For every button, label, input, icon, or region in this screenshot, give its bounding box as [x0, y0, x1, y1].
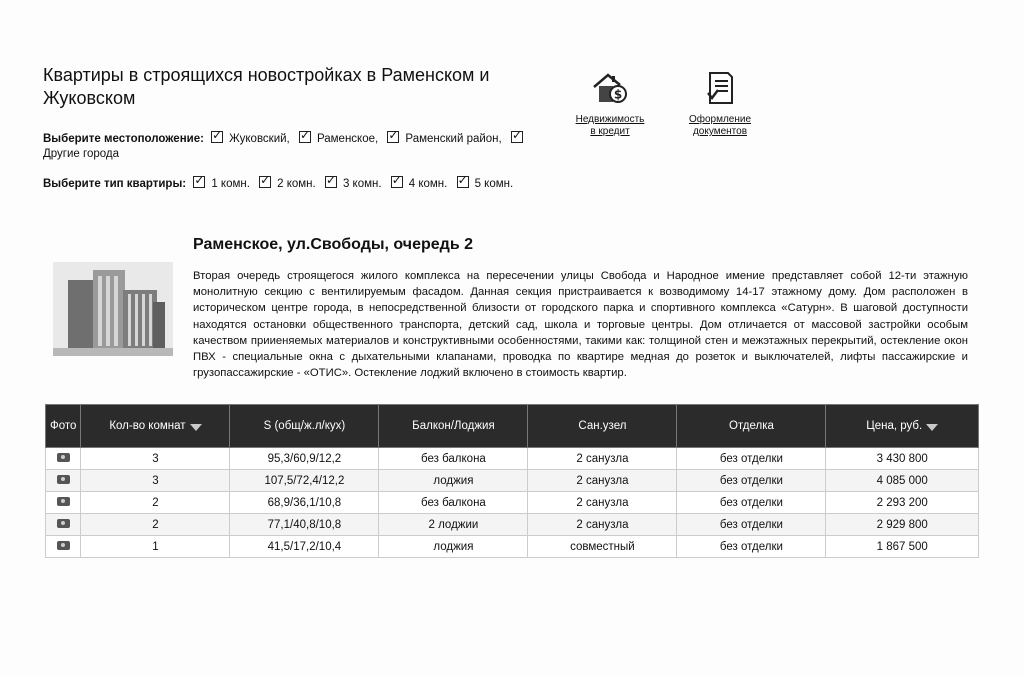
cell-area: 68,9/36,1/10,8	[230, 492, 379, 514]
cell-balcony: лоджия	[379, 536, 528, 558]
document-check-icon	[700, 70, 740, 106]
camera-icon[interactable]	[57, 453, 70, 462]
cell-finish: без отделки	[677, 514, 826, 536]
sort-arrow-icon[interactable]	[926, 424, 938, 431]
column-price[interactable]: Цена, руб.	[826, 405, 979, 448]
camera-icon[interactable]	[57, 541, 70, 550]
cell-rooms: 3	[81, 448, 230, 470]
apartments-table	[45, 404, 979, 558]
table-header-row	[46, 405, 979, 448]
column-photo: Фото	[46, 405, 81, 448]
cell-rooms: 2	[81, 492, 230, 514]
cell-finish: без отделки	[677, 470, 826, 492]
type-option-1-room[interactable]: ✓ 1 комн.	[193, 178, 250, 190]
cell-balcony: лоджия	[379, 470, 528, 492]
cell-price: 1 867 500	[826, 536, 979, 558]
column-finish: Отделка	[677, 405, 826, 448]
table-row[interactable]	[46, 448, 979, 470]
table-row[interactable]	[46, 536, 979, 558]
column-balcony: Балкон/Лоджия	[379, 405, 528, 448]
checkbox-4-room[interactable]	[391, 176, 403, 188]
checkbox-1-room[interactable]	[193, 176, 205, 188]
type-option-4-room[interactable]: ✓ 4 комн.	[391, 178, 448, 190]
location-option-other-cities[interactable]: ✓ Другие города	[43, 133, 529, 160]
apartment-type-filter	[43, 176, 563, 192]
complex-description: Вторая очередь строящегося жилого комплекса на пересечении улицы Свобода и Народное имение представляет собой 12-ти этажную монолитную секцию с вентилируемым фасадом. Данная секция пристраивается к возводимому 14-17 этажному дому. Дом расположен в историческом центре города, в непосредственной близости от городского парка и спортивного комплекса «Сатурн». В шаговой доступности находятся остановки общественного транспорта, детский сад, школа и торговые центры. Дом отличается от массовой застройки особым качеством прииеняемых материалов и конструктивными особенностями, такими как: толщиной стен и межэтажных перекрытий, остекление окон ПВХ - специальные окна с дыхательными клапанами, проводка по квартире медная до розеток и выключателей, лифты пассажирские и грузопассажирские - «ОТИС». Остекление лоджий включено в стоимость квартир.	[193, 270, 968, 380]
column-bathroom: Сан.узел	[528, 405, 677, 448]
type-option-3-room[interactable]: ✓ 3 комн.	[325, 178, 382, 190]
checkbox-other-cities[interactable]	[511, 131, 523, 143]
cell-bathroom: 2 санузла	[528, 514, 677, 536]
checkbox-ramenskoe[interactable]	[299, 131, 311, 143]
apartment-type-filter-label: Выберите тип квартиры:	[43, 178, 187, 190]
cell-bathroom: 2 санузла	[528, 492, 677, 514]
building-photo	[53, 262, 173, 356]
location-option-ramensky-district[interactable]: ✓ Раменский район,	[387, 133, 501, 145]
house-dollar-icon	[590, 70, 630, 106]
table-row[interactable]	[46, 514, 979, 536]
cell-balcony: без балкона	[379, 492, 528, 514]
column-area: S (общ/ж.л/кух)	[230, 405, 379, 448]
cell-price: 4 085 000	[826, 470, 979, 492]
type-option-5-room[interactable]: ✓ 5 комн.	[457, 178, 514, 190]
type-option-2-room[interactable]: ✓ 2 комн.	[259, 178, 316, 190]
location-option-zhukovsky[interactable]: ✓ Жуковский,	[211, 133, 290, 145]
mortgage-link[interactable]: $ Недвижимость в кредит	[560, 70, 660, 138]
cell-bathroom: 2 санузла	[528, 470, 677, 492]
cell-balcony: 2 лоджии	[379, 514, 528, 536]
page-title: Квартиры в строящихся новостройках в Раменском и Жуковском	[43, 65, 490, 108]
camera-icon[interactable]	[57, 519, 70, 528]
location-filter-label: Выберите местоположение:	[43, 133, 204, 145]
checkbox-2-room[interactable]	[259, 176, 271, 188]
complex-title: Раменское, ул.Свободы, очередь 2	[193, 236, 473, 253]
table-row[interactable]	[46, 492, 979, 514]
cell-rooms: 2	[81, 514, 230, 536]
cell-rooms: 1	[81, 536, 230, 558]
checkbox-zhukovsky[interactable]	[211, 131, 223, 143]
sort-arrow-icon[interactable]	[190, 424, 202, 431]
cell-area: 107,5/72,4/12,2	[230, 470, 379, 492]
cell-finish: без отделки	[677, 492, 826, 514]
checkbox-3-room[interactable]	[325, 176, 337, 188]
cell-price: 2 293 200	[826, 492, 979, 514]
location-option-ramenskoe[interactable]: ✓ Раменское,	[299, 133, 378, 145]
cell-finish: без отделки	[677, 448, 826, 470]
camera-icon[interactable]	[57, 497, 70, 506]
cell-rooms: 3	[81, 470, 230, 492]
checkbox-5-room[interactable]	[457, 176, 469, 188]
cell-price: 3 430 800	[826, 448, 979, 470]
cell-bathroom: 2 санузла	[528, 448, 677, 470]
cell-balcony: без балкона	[379, 448, 528, 470]
column-rooms[interactable]: Кол-во комнат	[81, 405, 230, 448]
cell-price: 2 929 800	[826, 514, 979, 536]
cell-area: 95,3/60,9/12,2	[230, 448, 379, 470]
cell-area: 41,5/17,2/10,4	[230, 536, 379, 558]
cell-finish: без отделки	[677, 536, 826, 558]
cell-area: 77,1/40,8/10,8	[230, 514, 379, 536]
location-filter	[43, 131, 563, 162]
cell-bathroom: совместный	[528, 536, 677, 558]
documents-link[interactable]: Оформление документов	[670, 70, 770, 138]
checkbox-ramensky-district[interactable]	[387, 131, 399, 143]
table-row[interactable]	[46, 470, 979, 492]
camera-icon[interactable]	[57, 475, 70, 484]
svg-text:$: $	[613, 87, 623, 102]
